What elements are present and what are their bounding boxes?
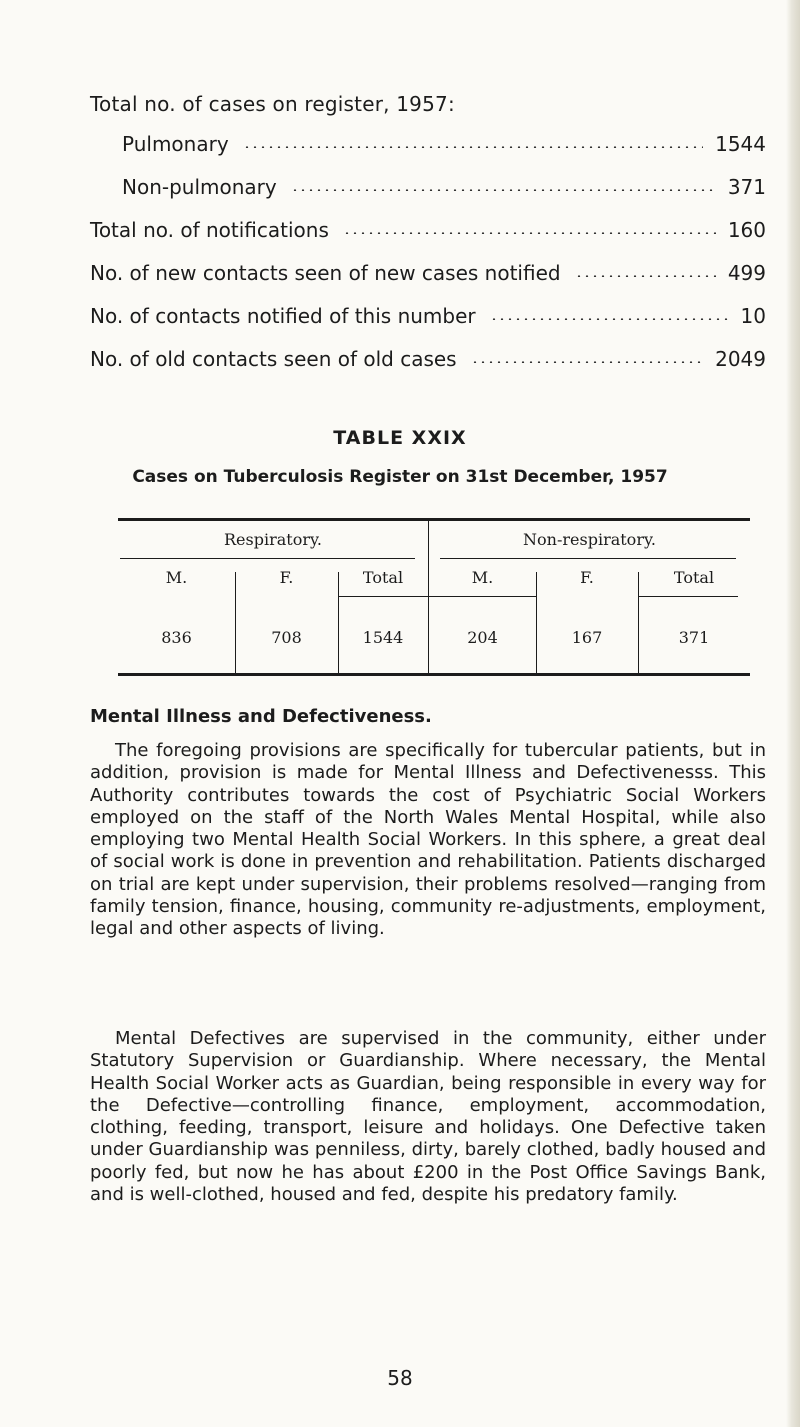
- dot-leader: [243, 146, 703, 148]
- table-bottom-rule: [118, 673, 750, 676]
- paragraph: Mental Defectives are supervised in the community, either under Statutory Supervision or Guardianship. Where necessary, the Mental Health Social Worker acts as Guardian, being responsible in every way for the Defective—controlling finance, employment, accommodation, clothing, feeding, transport, leisure and holidays. One Defective taken under Guardianship was penniless, dirty, barely clothed, badly housed and poorly fed, but now he has about £200 in the Post Office Savings Bank, and is well-clothed, housed and fed, despite his predatory family.: [90, 1028, 766, 1206]
- column-header: Total: [673, 568, 715, 587]
- table-subtitle: Cases on Tuberculosis Register on 31st December, 1957: [132, 467, 668, 487]
- group-header-respiratory: Respiratory.: [224, 530, 322, 549]
- stat-label: Non-pulmonary: [122, 175, 277, 199]
- header-underline: [428, 596, 536, 597]
- table-cell: 1544: [362, 628, 404, 647]
- group-underline-respiratory: [120, 558, 415, 559]
- stat-value: 10: [740, 304, 766, 328]
- paragraph: The foregoing provisions are specifically for tubercular patients, but in addition, provision is made for Mental Illness and Defectivenesss. This Authority contributes towards the cost of Psychiatric Social Workers employed on the staff of the North Wales Mental Hospital, while also employing two Mental Health Social Workers. In this sphere, a great deal of social work is done in prevention and rehabilitation. Patients discharged on trial are kept under supervision, their problems resolved—ranging from family tension, finance, housing, community re-adjustments, employment, legal and other aspects of living.: [90, 740, 766, 940]
- column-header: Total: [362, 568, 404, 587]
- table-cell: 371: [678, 628, 710, 647]
- stat-row-contacts-notified: [0, 304, 800, 334]
- stat-row-old-contacts: [0, 347, 800, 377]
- dot-leader: [291, 189, 716, 191]
- column-header: M.: [471, 568, 494, 587]
- stat-label: No. of old contacts seen of old cases: [90, 347, 457, 371]
- table-title: TABLE XXIX: [333, 427, 467, 449]
- column-header: F.: [279, 568, 294, 587]
- header-underline: [338, 596, 430, 597]
- dot-leader: [575, 275, 716, 277]
- stat-label: Pulmonary: [122, 132, 229, 156]
- stat-row-pulmonary: [0, 132, 800, 162]
- dot-leader: [490, 318, 729, 320]
- group-underline-non-respiratory: [440, 558, 736, 559]
- dot-leader: [471, 361, 703, 363]
- register-heading: Total no. of cases on register, 1957:: [90, 92, 455, 116]
- stat-row-total-notifications: [0, 218, 800, 248]
- stat-value: 1544: [715, 132, 766, 156]
- stat-row-non-pulmonary: [0, 175, 800, 205]
- column-divider: [338, 572, 339, 673]
- stat-label: Total no. of notifications: [90, 218, 329, 242]
- column-divider: [638, 572, 639, 673]
- table-cell: 836: [161, 628, 192, 647]
- stat-label: No. of contacts notified of this number: [90, 304, 476, 328]
- stat-value: 499: [727, 261, 766, 285]
- column-header: F.: [580, 568, 594, 587]
- stat-label: No. of new contacts seen of new cases notified: [90, 261, 561, 285]
- column-divider: [536, 572, 537, 673]
- table-cell: 204: [467, 628, 498, 647]
- stat-value: 371: [727, 175, 766, 199]
- table-cell: 708: [271, 628, 302, 647]
- group-header-non-respiratory: Non-respiratory.: [523, 530, 656, 549]
- page-number: 58: [387, 1366, 413, 1390]
- section-heading: Mental Illness and Defectiveness.: [90, 706, 432, 727]
- column-divider: [235, 572, 236, 673]
- dot-leader: [343, 232, 716, 234]
- stat-row-new-contacts: [0, 261, 800, 291]
- column-header: M.: [165, 568, 188, 587]
- tuberculosis-register-table: [118, 518, 750, 676]
- stat-value: 160: [727, 218, 766, 242]
- table-top-rule: [118, 518, 750, 521]
- header-underline: [638, 596, 738, 597]
- table-cell: 167: [571, 628, 603, 647]
- stat-value: 2049: [715, 347, 766, 371]
